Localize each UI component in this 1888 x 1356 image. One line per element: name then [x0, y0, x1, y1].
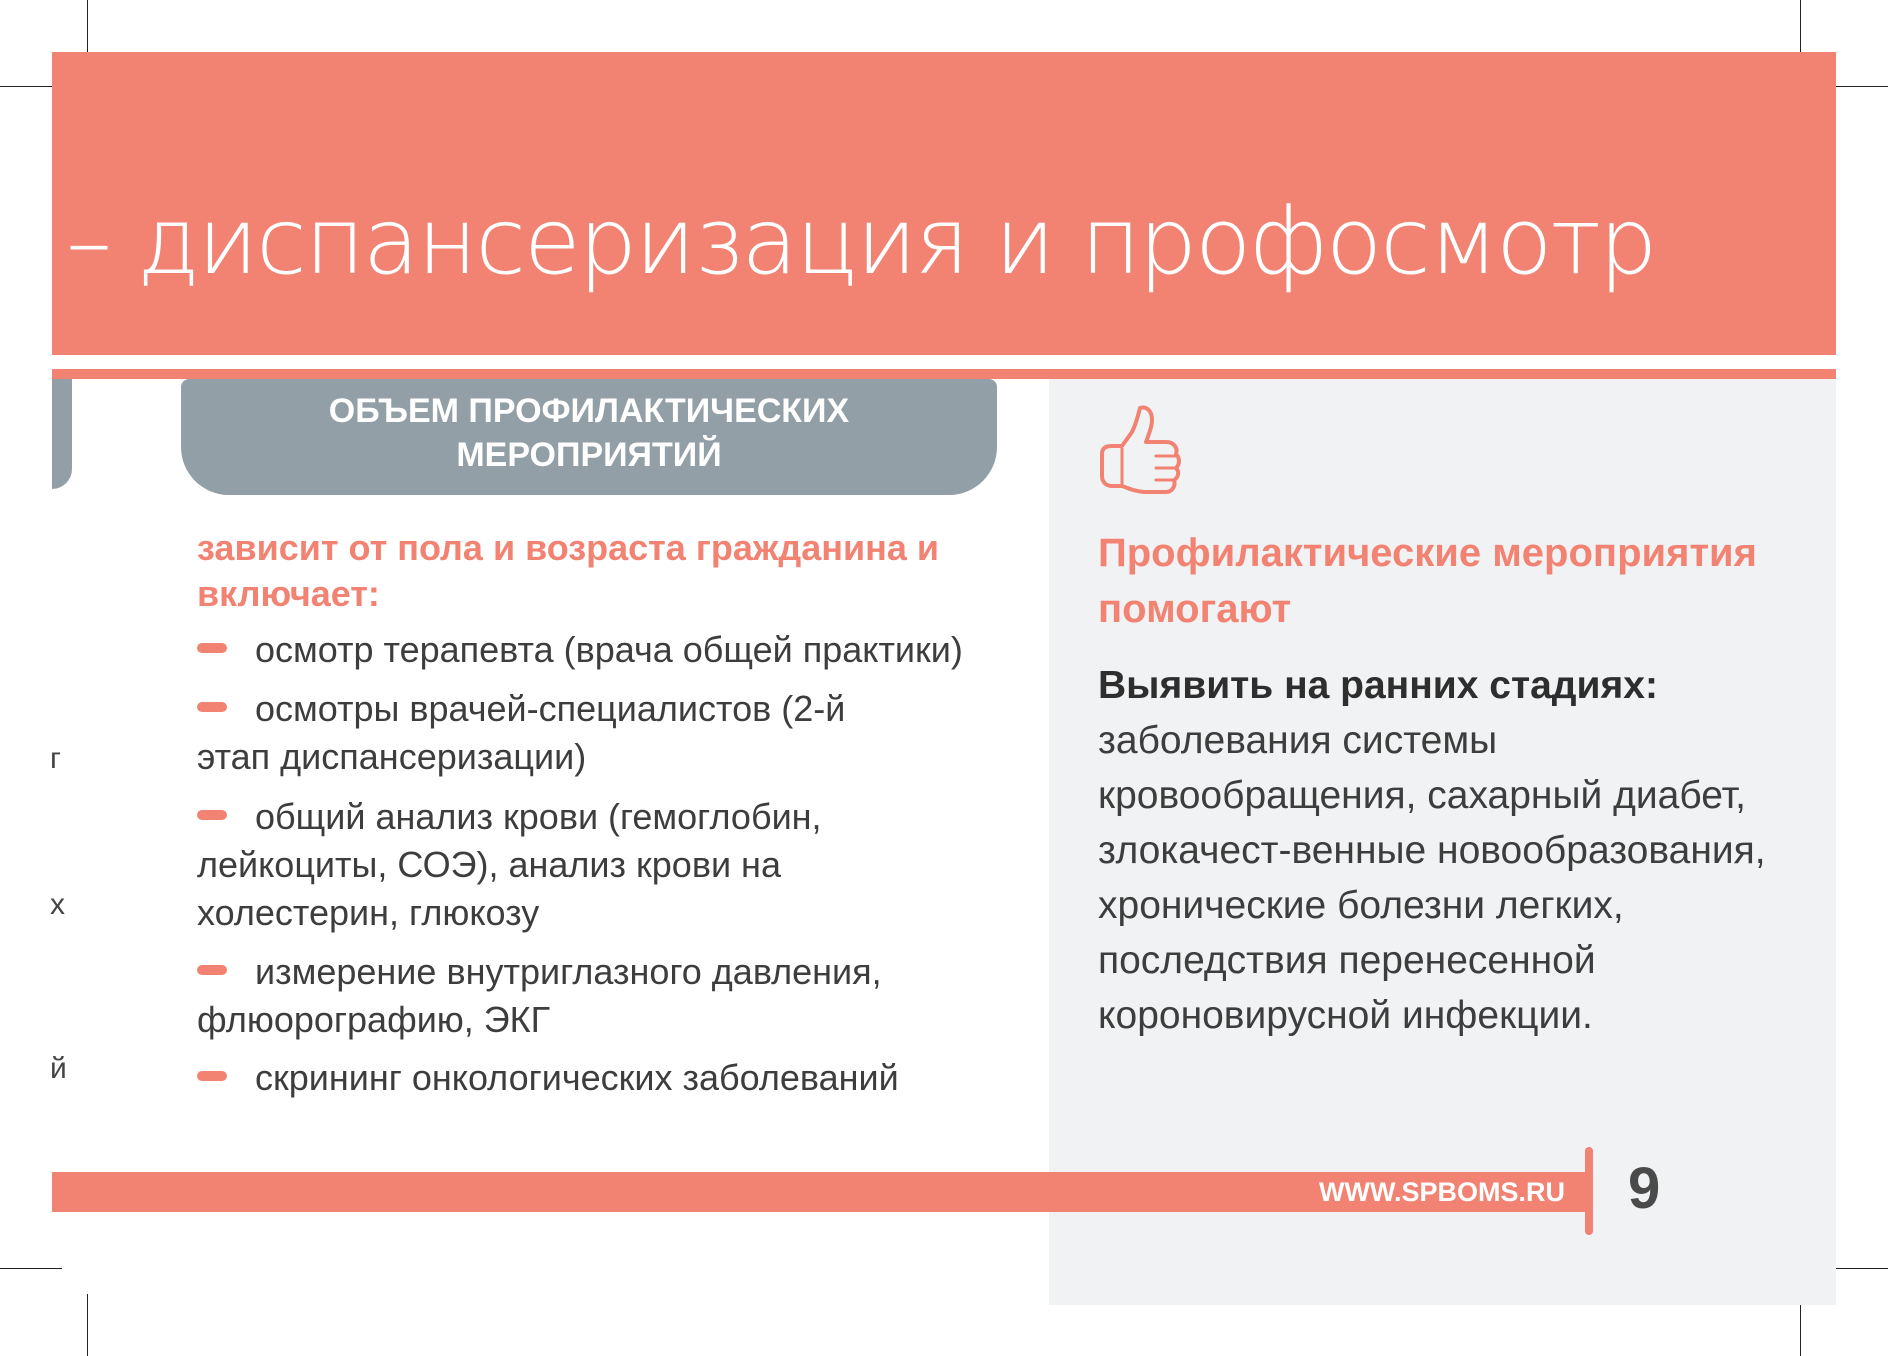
dash-bullet-icon — [197, 1071, 227, 1081]
footer-url: WWW.SPBOMS.RU — [1319, 1177, 1565, 1207]
crop-mark — [0, 1268, 62, 1269]
list-item-text: измерение внутриглазного давления, флюорографию, ЭКГ — [197, 951, 882, 1040]
list-item — [197, 685, 857, 781]
edge-letter: х — [50, 888, 65, 921]
right-body — [1098, 658, 1818, 1043]
footer-divider — [1585, 1147, 1593, 1235]
crop-mark — [87, 1294, 88, 1356]
list-item-text: скрининг онкологических заболеваний — [255, 1057, 899, 1098]
list-item — [197, 1054, 1027, 1102]
list-item — [197, 626, 1027, 674]
list-item-text: осмотры врачей-специалистов (2-й этап диспансеризации) — [197, 688, 846, 777]
dash-bullet-icon — [197, 965, 227, 975]
list-item-text: осмотр терапевта (врача общей практики) — [255, 629, 963, 670]
section-title-line2: МЕРОПРИЯТИЙ — [456, 436, 722, 474]
intro-text: зависит от пола и возраста гражданина и включает: — [197, 527, 940, 614]
dash-bullet-icon — [197, 643, 227, 653]
page-title: – диспансеризация и профосмотр — [66, 188, 1656, 295]
edge-letter: г — [50, 742, 61, 775]
right-title: Профилактические мероприятия помогают — [1098, 531, 1757, 631]
list-item-text: общий анализ крови (гемоглобин, лейкоциты, СОЭ), анализ крови на холестерин, глюкозу — [197, 796, 822, 933]
edge-letter: й — [50, 1052, 67, 1085]
dash-bullet-icon — [197, 810, 227, 820]
section-title-line1: ОБЪЕМ ПРОФИЛАКТИЧЕСКИХ — [328, 392, 850, 430]
thumbs-up-icon — [1096, 402, 1184, 506]
list-item — [197, 793, 917, 937]
right-body-text: заболевания системы кровообращения, сахарный диабет, злокачест-венные новообразования, хронические болезни легких, последствия перенесенной короновирусной инфекции. — [1098, 719, 1766, 1037]
list-item — [197, 948, 977, 1044]
section-header — [181, 379, 997, 495]
right-body-bold: Выявить на ранних стадиях: — [1098, 664, 1658, 707]
previous-page-tab — [52, 379, 72, 489]
header-stripe — [52, 369, 1836, 379]
dash-bullet-icon — [197, 702, 227, 712]
page-number: 9 — [1628, 1156, 1661, 1221]
